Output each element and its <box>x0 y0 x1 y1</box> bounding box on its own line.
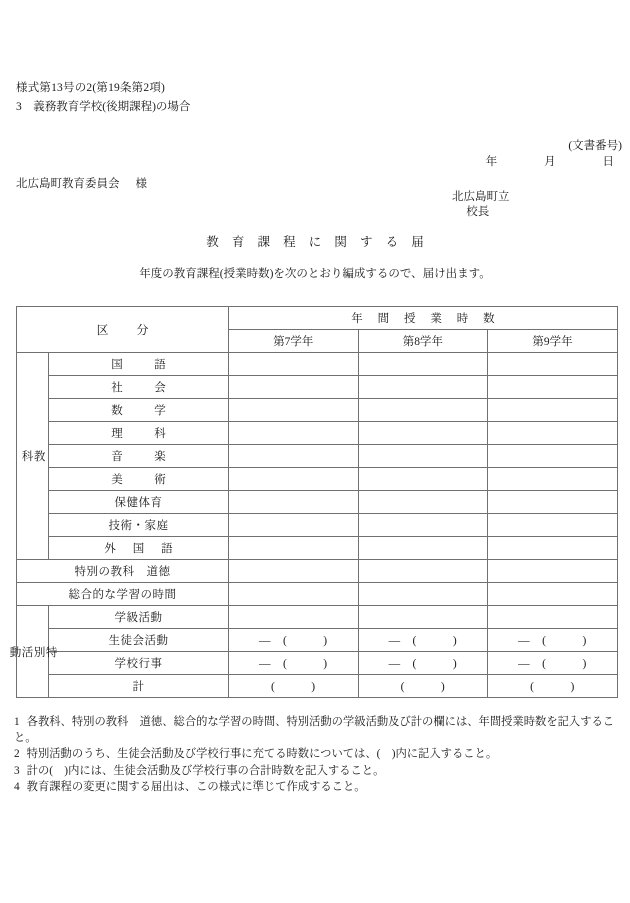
table-row <box>17 652 618 675</box>
subject-label-sugaku: 数 学 <box>49 399 229 422</box>
note-number: 3 <box>14 764 20 777</box>
value-cell[interactable] <box>488 491 618 514</box>
subject-label-bijutsu: 美 術 <box>49 468 229 491</box>
form-subtitle: 3 義務教育学校(後期課程)の場合 <box>16 101 191 113</box>
header-grade-8: 第8学年 <box>358 330 488 353</box>
value-cell[interactable] <box>488 399 618 422</box>
group-label-kyoka <box>17 353 49 560</box>
table-row <box>17 629 618 652</box>
table-row <box>17 491 618 514</box>
list-item <box>14 779 618 795</box>
value-cell[interactable] <box>229 445 359 468</box>
value-cell[interactable]: — ( ) <box>229 629 359 652</box>
value-cell[interactable] <box>358 606 488 629</box>
table-row <box>17 583 618 606</box>
value-cell[interactable] <box>358 583 488 606</box>
subject-label-ongaku: 音 楽 <box>49 445 229 468</box>
value-cell[interactable] <box>358 376 488 399</box>
curriculum-hours-table <box>8 306 618 698</box>
value-cell[interactable]: — ( ) <box>229 652 359 675</box>
page-title: 教 育 課 程 に 関 す る 届 <box>206 235 429 249</box>
value-cell[interactable] <box>488 353 618 376</box>
table-row <box>17 606 618 629</box>
value-cell[interactable] <box>358 514 488 537</box>
value-cell[interactable] <box>358 422 488 445</box>
group-label-kyoka-char-2: 科 <box>20 450 33 462</box>
issuer-organization: 北広島町立 <box>452 191 510 203</box>
issuer-block <box>452 190 510 220</box>
table-header-row-1 <box>17 307 618 330</box>
document-number: (文書番号) <box>568 140 622 152</box>
value-cell[interactable] <box>229 537 359 560</box>
value-cell[interactable] <box>488 514 618 537</box>
value-cell[interactable] <box>358 537 488 560</box>
header-kubun: 区 分 <box>17 307 229 353</box>
row-label-seitokai-katsudo: 生徒会活動 <box>49 629 229 652</box>
value-cell[interactable] <box>488 445 618 468</box>
value-cell[interactable] <box>358 491 488 514</box>
value-cell[interactable] <box>488 468 618 491</box>
table-row <box>17 353 618 376</box>
value-cell[interactable] <box>358 399 488 422</box>
form-code: 様式第13号の2(第19条第2項) <box>16 82 166 94</box>
value-cell[interactable] <box>229 491 359 514</box>
header-grade-7: 第7学年 <box>229 330 359 353</box>
issuer-title: 校長 <box>466 206 490 218</box>
subject-label-hokentaiiku: 保健体育 <box>49 491 229 514</box>
note-text: 特別活動のうち、生徒会活動及び学校行事に充てる時数については、( )内に記入すること。 <box>26 748 498 761</box>
value-cell[interactable] <box>229 583 359 606</box>
date-year-label: 年 <box>485 156 498 168</box>
date-month-label: 月 <box>544 156 556 168</box>
value-cell[interactable]: — ( ) <box>488 652 618 675</box>
note-text: 計の( )内には、生徒会活動及び学校行事の合計時数を記入すること。 <box>26 764 385 777</box>
date-line <box>0 153 622 169</box>
note-text: 各教科、特別の教科 道徳、総合的な学習の時間、特別活動の学級活動及び計の欄には、年間授業時数を記入すること。 <box>14 716 615 745</box>
addressee-honorific: 様 <box>135 178 147 190</box>
table-row <box>17 560 618 583</box>
value-cell[interactable] <box>488 376 618 399</box>
table-row <box>17 675 618 698</box>
group-label-tokubetsu-char-1: 特 <box>44 645 57 658</box>
group-label-tokubetsu-char-2: 別 <box>32 645 45 658</box>
notes-list <box>14 714 618 795</box>
group-label-tokubetsu-katsudo <box>8 606 57 698</box>
value-cell[interactable] <box>229 468 359 491</box>
value-cell[interactable] <box>358 353 488 376</box>
value-cell[interactable]: ( ) <box>358 675 488 698</box>
value-cell[interactable] <box>358 468 488 491</box>
table-row <box>17 468 618 491</box>
addressee-name: 北広島町教育委員会 <box>16 178 120 190</box>
value-cell[interactable] <box>488 583 618 606</box>
date-day-label: 日 <box>602 156 614 168</box>
value-cell[interactable]: — ( ) <box>358 652 488 675</box>
value-cell[interactable] <box>229 514 359 537</box>
list-item <box>14 763 618 779</box>
table-row <box>17 399 618 422</box>
value-cell[interactable] <box>488 606 618 629</box>
value-cell[interactable]: — ( ) <box>358 629 488 652</box>
value-cell[interactable] <box>229 399 359 422</box>
subject-label-rika: 理 科 <box>49 422 229 445</box>
addressee <box>16 175 147 191</box>
subject-label-gijutsu-katei: 技術・家庭 <box>49 514 229 537</box>
value-cell[interactable] <box>358 445 488 468</box>
header-annual-hours: 年 間 授 業 時 数 <box>229 307 618 330</box>
value-cell[interactable] <box>488 560 618 583</box>
row-label-gakkyu-katsudo: 学級活動 <box>49 606 229 629</box>
list-item <box>14 746 618 762</box>
header-grade-9: 第9学年 <box>488 330 618 353</box>
group-label-tokubetsu-char-3: 活 <box>20 645 33 658</box>
note-number: 4 <box>14 780 20 793</box>
value-cell[interactable]: ( ) <box>488 675 618 698</box>
value-cell[interactable] <box>488 422 618 445</box>
table-row <box>17 376 618 399</box>
value-cell[interactable] <box>488 537 618 560</box>
value-cell[interactable] <box>229 606 359 629</box>
note-number: 1 <box>14 716 20 728</box>
group-label-tokubetsu-char-4: 動 <box>8 645 21 658</box>
row-label-sogoteki-gakushu: 総合的な学習の時間 <box>17 583 229 606</box>
table-row <box>17 537 618 560</box>
group-label-kyoka-char-1: 教 <box>32 450 45 462</box>
value-cell[interactable] <box>229 353 359 376</box>
value-cell[interactable]: — ( ) <box>488 629 618 652</box>
subject-label-gaikokugo: 外 国 語 <box>49 537 229 560</box>
intro-paragraph: 年度の教育課程(授業時数)を次のとおり編成するので、届け出ます。 <box>139 268 491 280</box>
value-cell[interactable] <box>358 560 488 583</box>
subject-label-shakai: 社 会 <box>49 376 229 399</box>
row-label-tokubetsu-kyoka-dotoku: 特別の教科 道徳 <box>17 560 229 583</box>
value-cell[interactable] <box>229 560 359 583</box>
value-cell[interactable] <box>229 422 359 445</box>
table-row <box>17 445 618 468</box>
value-cell[interactable] <box>229 376 359 399</box>
list-item <box>14 714 618 746</box>
table-row <box>17 422 618 445</box>
row-label-gakko-gyoji: 学校行事 <box>49 652 229 675</box>
table-row <box>17 514 618 537</box>
note-number: 2 <box>14 748 20 761</box>
row-label-kei: 計 <box>49 675 229 698</box>
note-text: 教育課程の変更に関する届出は、この様式に準じて作成すること。 <box>26 780 366 793</box>
subject-label-kokugo: 国 語 <box>49 353 229 376</box>
value-cell[interactable]: ( ) <box>229 675 359 698</box>
